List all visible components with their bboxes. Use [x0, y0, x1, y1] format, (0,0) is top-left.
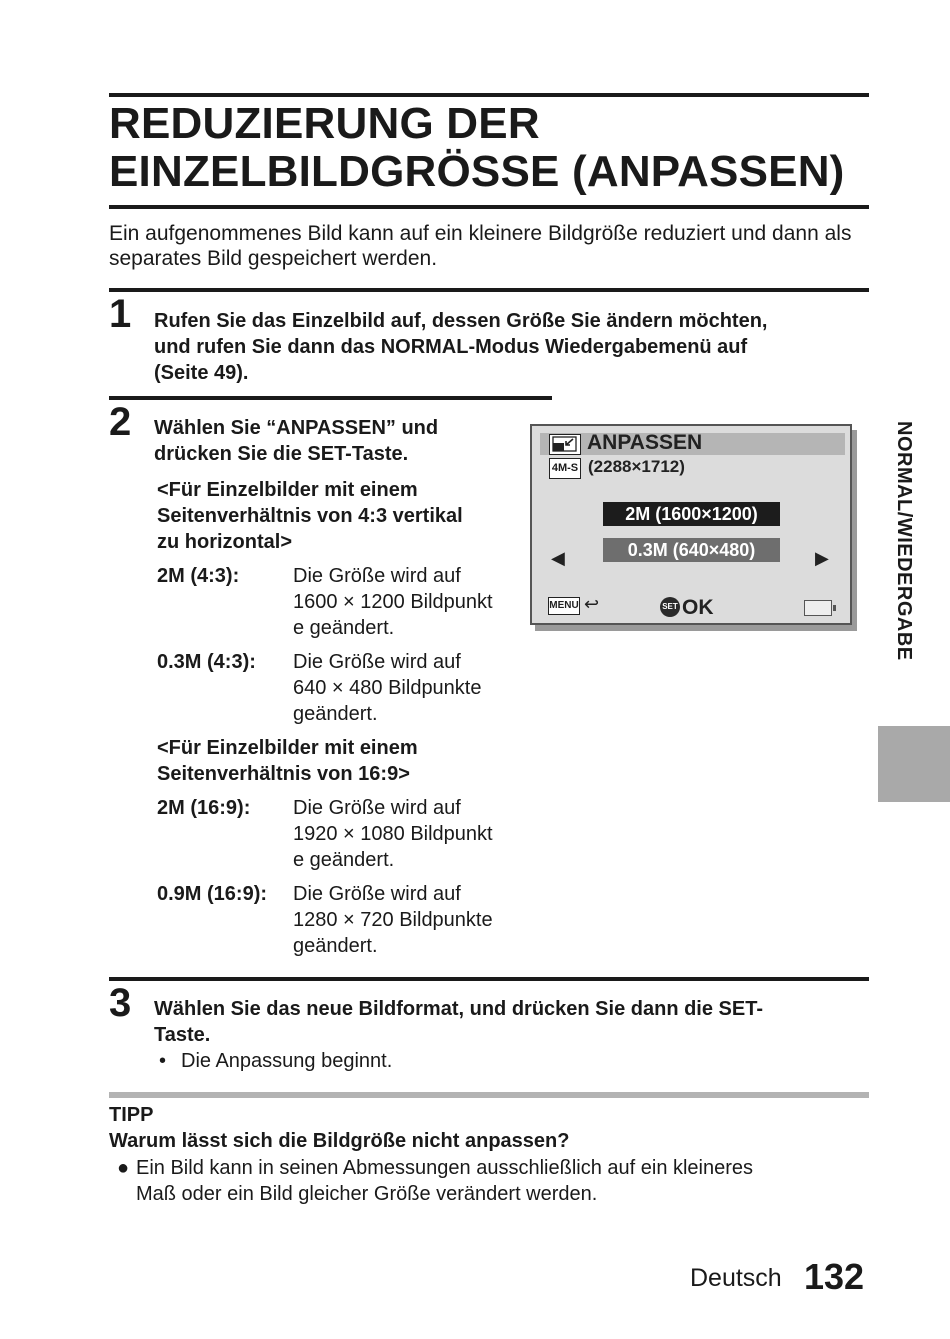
step1-line: und rufen Sie dann das NORMAL-Modus Wiedergabemenü auf	[154, 336, 748, 358]
group1-heading-line: <Für Einzelbilder mit einem	[157, 479, 418, 501]
step1-line: (Seite 49).	[154, 362, 249, 384]
group2-heading-line: <Für Einzelbilder mit einem	[157, 737, 418, 759]
intro-paragraph: Ein aufgenommenes Bild kann auf ein kleinere Bildgröße reduziert und dann als separates Bild gespeichert werden.	[109, 222, 852, 270]
set-key-icon[interactable]: SET	[660, 597, 680, 617]
right-arrow-icon[interactable]: ▶	[815, 548, 829, 568]
option-description	[293, 563, 493, 641]
return-icon: ↩	[584, 594, 600, 614]
step2-line: drücken Sie die SET-Taste.	[154, 443, 409, 465]
battery-icon	[804, 600, 832, 616]
step1-rule	[109, 288, 869, 292]
resize-icon	[549, 434, 581, 455]
title-bottom-rule	[109, 205, 869, 209]
tip-answer-text	[136, 1155, 856, 1207]
footer-language: Deutsch	[690, 1264, 782, 1292]
camera-lcd-screen	[530, 424, 852, 625]
current-resolution: (2288×1712)	[588, 457, 685, 476]
step1-line: Rufen Sie das Einzelbild auf, dessen Größe Sie ändern möchten,	[154, 310, 768, 332]
group2-heading-line: Seitenverhältnis von 16:9>	[157, 763, 410, 785]
option-0-3m[interactable]: 0.3M (640×480)	[603, 538, 780, 562]
tip-divider	[109, 1092, 869, 1098]
option-desc-line: Die Größe wird auf	[293, 797, 461, 819]
ok-label: OK	[682, 596, 714, 619]
bullet-icon: ●	[117, 1157, 130, 1179]
option-desc-line: Die Größe wird auf	[293, 565, 461, 587]
step1-number: 1	[109, 292, 132, 336]
menu-key-icon[interactable]: MENU	[548, 597, 580, 615]
step3-text	[154, 996, 869, 1048]
step3-line: Wählen Sie das neue Bildformat, und drücken Sie dann die SET-	[154, 998, 763, 1020]
menu-title: ANPASSEN	[587, 431, 703, 454]
step2-rule	[109, 396, 552, 400]
option-2m[interactable]: 2M (1600×1200)	[603, 502, 780, 526]
option-desc-line: e geändert.	[293, 849, 395, 871]
option-desc-line: e geändert.	[293, 617, 395, 639]
step2-text	[154, 415, 524, 467]
option-desc-line: 1920 × 1080 Bildpunkt	[293, 823, 493, 845]
step1-text	[154, 308, 869, 386]
section-side-tab	[878, 726, 950, 802]
group1-heading-line: Seitenverhältnis von 4:3 vertikal	[157, 505, 463, 527]
step2-line: Wählen Sie “ANPASSEN” und	[154, 417, 439, 439]
option-label: 0.3M (4:3):	[157, 651, 256, 673]
group2-heading	[157, 735, 527, 787]
tip-question: Warum lässt sich die Bildgröße nicht anpassen?	[109, 1130, 570, 1152]
option-desc-line: 640 × 480 Bildpunkte	[293, 677, 482, 699]
option-description	[293, 881, 493, 959]
title-line-1: REDUZIERUNG DER	[109, 99, 540, 148]
tip-title: TIPP	[109, 1104, 154, 1126]
option-desc-line: geändert.	[293, 703, 378, 725]
group1-heading	[157, 477, 527, 555]
tip-answer-line: Ein Bild kann in seinen Abmessungen ausschließlich auf ein kleineres	[136, 1157, 754, 1179]
option-desc-line: Die Größe wird auf	[293, 651, 461, 673]
title-top-rule	[109, 93, 869, 97]
option-desc-line: Die Größe wird auf	[293, 883, 461, 905]
tip-answer-line: Maß oder ein Bild gleicher Größe verändert werden.	[136, 1183, 598, 1205]
step3-rule	[109, 977, 869, 981]
resize-icon-glyph	[550, 435, 579, 453]
option-desc-line: 1600 × 1200 Bildpunkt	[293, 591, 493, 613]
left-arrow-icon[interactable]: ◀	[551, 548, 565, 568]
option-label: 0.9M (16:9):	[157, 883, 268, 905]
size-badge: 4M-S	[549, 458, 581, 479]
step3-bullet-dot: •	[159, 1050, 167, 1072]
option-description	[293, 795, 493, 873]
step3-line: Taste.	[154, 1024, 211, 1046]
title-line-2: EINZELBILDGRÖSSE (ANPASSEN)	[109, 147, 845, 196]
page-title	[109, 100, 869, 196]
page-number: 132	[804, 1256, 865, 1297]
group1-heading-line: zu horizontal>	[157, 531, 292, 553]
step3-number: 3	[109, 981, 132, 1025]
option-desc-line: geändert.	[293, 935, 378, 957]
option-desc-line: 1280 × 720 Bildpunkte	[293, 909, 493, 931]
option-label: 2M (4:3):	[157, 565, 240, 587]
option-description	[293, 649, 482, 727]
section-side-label: NORMAL/WIEDERGABE	[893, 421, 915, 661]
step3-bullet-text: Die Anpassung beginnt.	[181, 1050, 393, 1072]
option-label: 2M (16:9):	[157, 797, 251, 819]
step2-number: 2	[109, 400, 132, 444]
